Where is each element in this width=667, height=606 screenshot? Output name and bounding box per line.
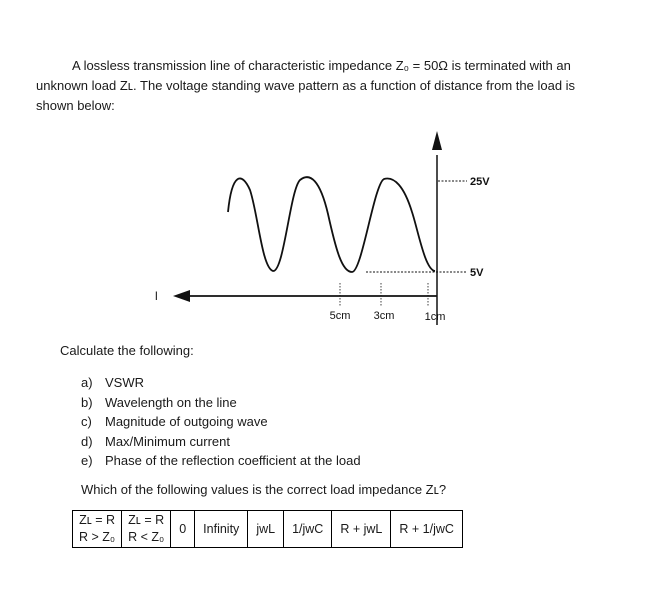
list-item <box>81 432 361 452</box>
table-row <box>73 511 463 548</box>
list-item <box>81 451 361 471</box>
task-text: Phase of the reflection coefficient at the load <box>105 453 361 468</box>
standing-wave-curve <box>228 177 435 272</box>
distance-axis-arrowhead <box>173 290 190 302</box>
question-text: Which of the following values is the correct load impedance Zʟ? <box>81 482 447 497</box>
option-line: Zʟ = R <box>79 513 116 527</box>
answer-options-table <box>72 510 463 548</box>
task-label: b) <box>81 394 93 410</box>
list-item <box>81 393 361 413</box>
task-label: a) <box>81 375 93 390</box>
task-list <box>81 373 361 471</box>
left-end-label: l <box>155 289 158 303</box>
option-r-plus-inductor[interactable]: R + jwL <box>332 511 391 548</box>
option-real-less[interactable] <box>122 511 171 548</box>
option-line: Zʟ = R <box>128 513 165 527</box>
calculate-heading: Calculate the following: <box>60 343 194 358</box>
intro-line-1: A lossless transmission line of characteristic impedance Z₀ = 50Ω is terminated with an <box>72 58 571 73</box>
list-item <box>81 373 361 393</box>
option-r-plus-capacitor[interactable]: R + 1/jwC <box>391 511 463 548</box>
option-inductor[interactable]: jwL <box>248 511 284 548</box>
option-capacitor[interactable]: 1/jwC <box>284 511 332 548</box>
task-label: d) <box>81 433 93 449</box>
option-infinity[interactable]: Infinity <box>195 511 248 548</box>
max-voltage-label: 25V <box>470 176 490 188</box>
intro-line-2: unknown load Zʟ. The voltage standing wave pattern as a function of distance from the load is <box>36 78 576 93</box>
x-label-3cm: 3cm <box>373 310 395 322</box>
task-label: e) <box>81 453 93 468</box>
task-text: Wavelength on the line <box>105 394 237 410</box>
option-real-greater[interactable] <box>73 511 122 548</box>
x-label-1cm: 1cm <box>424 311 446 323</box>
task-text: Magnitude of outgoing wave <box>105 414 268 429</box>
task-text: VSWR <box>105 375 144 390</box>
min-voltage-label: 5V <box>470 267 484 279</box>
list-item <box>81 412 361 432</box>
option-line: R < Z₀ <box>128 530 165 544</box>
task-text: Max/Minimum current <box>105 433 230 449</box>
intro-line-3: shown below: <box>36 98 115 113</box>
load-axis-arrowhead <box>432 131 442 150</box>
task-label: c) <box>81 414 92 429</box>
x-label-5cm: 5cm <box>329 310 351 322</box>
option-zero[interactable]: 0 <box>171 511 195 548</box>
option-line: R > Z₀ <box>79 530 116 544</box>
